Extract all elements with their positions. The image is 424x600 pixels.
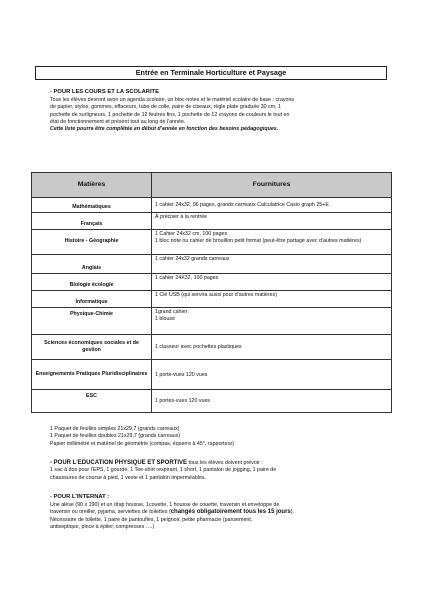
internat-line-2 (50, 509, 395, 516)
courses-heading: - POUR LES COURS ET LA SCOLARITE (50, 89, 159, 95)
eps-line: chaussures de course à pied, 1 veste et 1 pantalon imperméables. (50, 474, 207, 481)
header-subject: Matières (32, 173, 152, 198)
supply-cell: 1 cahier 24X32, 100 pages (152, 274, 392, 291)
table-row (32, 198, 392, 213)
subject-cell: Biologie écologie (32, 274, 152, 291)
table-row (32, 255, 392, 274)
internat-line: Une alèse (90 x 190) et un drap housse, 1couette, 1 housse de couette, traversin et enveloppe de (50, 502, 280, 508)
courses-line: pochette de surligneurs, 1 pochette de 12 feutres fins, 1 pochette de 12 crayons de couleurs le tout en (50, 111, 290, 118)
courses-paragraph (50, 97, 390, 133)
subject-cell: ESC (32, 390, 152, 413)
paper-line: Papier millimétré et matériel de géométrie (compas, équerre à 45°, rapporteur) (50, 440, 235, 447)
paper-line: 1 Paquet de feuilles simples 21x29,7 (grands carreaux) (50, 426, 180, 432)
internat-line2-start: traversin ou oreiller, pyjama, serviettes de toilettes ( (50, 509, 171, 516)
courses-line: de papier, stylos, gommes, effaceurs, tube de colle, paire de ciseaux, règle plate graduée 30 cm, 1 (50, 104, 282, 111)
eps-heading-line (50, 460, 395, 467)
internat-line2-bold: changés obligatoirement tous les 15 jours (170, 509, 291, 516)
table-row (32, 360, 392, 390)
table-row (32, 308, 392, 335)
courses-line: état de fonctionnement et présent tout au long de l'année. (50, 118, 186, 125)
courses-line: Tous les élèves devront avoir un agenda scolaire, un bloc-notes et le matériel scolaire de base : crayons (50, 97, 295, 103)
supply-cell: 1 Cahier 24x32 cm, 100 pages 1 bloc note ou cahier de brouillon petit format (peut-être partagé avec d'autres matières) (152, 230, 392, 255)
subject-cell: Histoire - Géographie (32, 230, 152, 255)
supply-cell: 1 porte-vues 120 vues (152, 360, 392, 390)
supply-cell: 1 portes-vues 120 vues (152, 390, 392, 413)
paper-list (50, 426, 390, 448)
table-row (32, 274, 392, 291)
subject-cell: Sciences économiques sociales et de gestion (32, 335, 152, 360)
internat-line2-end: ). (290, 509, 294, 516)
subject-cell: Mathématiques (32, 198, 152, 213)
internat-line: Nécessaire de toilette, 1 paire de pantoufles, 1 peignoir, petite pharmacie (pansement, (50, 516, 253, 523)
subject-cell: Français (32, 213, 152, 230)
paper-line: 1 Paquet de feuilles doubles 21x29,7 (grands carreaux) (50, 433, 181, 440)
subject-cell: Informatique (32, 291, 152, 308)
supply-cell: 1 classeur avec pochettes plastiques (152, 335, 392, 360)
subject-cell: Anglais (32, 255, 152, 274)
courses-note: Cette liste pourra être complétée en début d'année en fonction des besoins pédagogiques. (50, 126, 279, 133)
table-row (32, 390, 392, 413)
internat-heading: - POUR L'INTERNAT : (50, 494, 110, 500)
supply-cell: 1 Clé USB (qui servira aussi pour d'autres matières) (152, 291, 392, 308)
table-header-row (32, 173, 392, 198)
table-row (32, 335, 392, 360)
supply-cell: 1grand cahier 1 blouse (152, 308, 392, 335)
internat-paragraph (50, 502, 395, 531)
table-row (32, 230, 392, 255)
eps-line: 1 sac à dos pour l'EPS, 1 gourde, 1 Tee-shirt respirant, 1 short, 1 pantalon de jogging, 1 paire de (50, 467, 277, 474)
internat-line: antiseptique, pince à épiler, compresses ….) (50, 523, 155, 530)
eps-section (50, 460, 395, 482)
supplies-table (31, 172, 392, 413)
header-supplies: Fournitures (152, 173, 392, 198)
table-row (32, 213, 392, 230)
eps-heading-tail: tous les élèves doivent prévoir : (187, 460, 263, 466)
supply-cell: 1 cahier 24x32, 96 pages, grands carreaux Calculatrice Casio graph 25+E (152, 198, 392, 213)
eps-heading: - POUR L'EDUCATION PHYSIQUE ET SPORTIVE (50, 460, 187, 466)
subject-cell: Enseignements Pratiques Pluridisciplinaires (32, 360, 152, 390)
subject-cell: Physique-Chimie (32, 308, 152, 335)
supply-cell: À préciser à la rentrée (152, 213, 392, 230)
table-row (32, 291, 392, 308)
page-title: Entrée en Terminale Horticulture et Paysage (35, 66, 387, 80)
supply-cell: 1 cahier 24x32 grands carreaux (152, 255, 392, 274)
